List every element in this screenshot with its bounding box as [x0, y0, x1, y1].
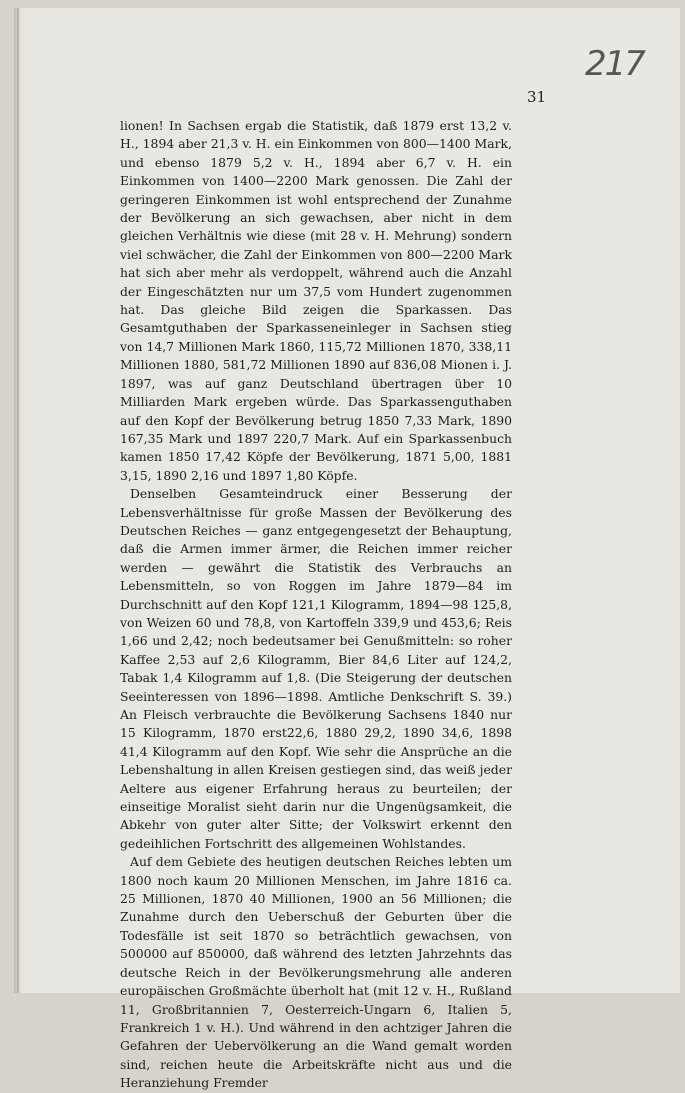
handwritten-annotation: 217	[585, 44, 644, 84]
page-binding	[14, 8, 24, 993]
paragraph-2: Denselben Gesamteindruck einer Besserung der Lebensverhältnisse für große Massen der Bevölkerung des Deutschen Reiches — ganz entgegengesetzt der Behauptung, daß die Armen immer ärmer, die Reichen immer reicher werden — gewährt die Statistik des Verbrauchs an Lebensmitteln, so von Roggen im Jahre 1879—84 im Durchschnitt auf den Kopf 121,1 Kilogramm, 1894—98 125,8, von Weizen 60 und 78,8, von Kartoffeln 339,9 und 453,6; Reis 1,66 und 2,42; noch bedeutsamer bei Genußmitteln: so roher Kaffee 2,53 auf 2,6 Kilogramm, Bier 84,6 Liter auf 124,2, Tabak 1,4 Kilogramm auf 1,8. (Die Steigerung der deutschen Seeinteressen von 1896—1898. Amtliche Denkschrift S. 39.) An Fleisch verbrauchte die Bevölkerung Sachsens 1840 nur 15 Kilogramm, 1870 erst22,6, 1880 29,2, 1890 34,6, 1898 41,4 Kilogramm auf den Kopf. Wie sehr die Ansprüche an die Lebenshaltung in allen Kreisen gestiegen sind, das weiß jeder Aeltere aus eigener Erfahrung heraus zu beurteilen; der einseitige Moralist sieht darin nur die Ungenügsamkeit, die Abkehr von guter alter Sitte; der Volkswirt erkennt den gedeihlichen Fortschritt des allgemeinen Wohlstandes.	[120, 486, 512, 851]
body-text	[120, 117, 512, 1093]
page-number: 31	[527, 88, 547, 106]
paragraph-1: lionen! In Sachsen ergab die Statistik, daß 1879 erst 13,2 v. H., 1894 aber 21,3 v. H. ein Einkommen von 800—1400 Mark, und ebenso 1879 5,2 v. H., 1894 aber 6,7 v. H. ein Einkommen von 1400—2200 Mark genossen. Die Zahl der geringeren Einkommen ist wohl entsprechend der Zunahme der Bevölkerung an sich gewachsen, aber nicht in dem gleichen Verhältnis wie diese (mit 28 v. H. Mehrung) sondern viel schwächer, die Zahl der Einkommen von 800—2200 Mark hat sich aber mehr als verdoppelt, während auch die Anzahl der Eingeschätzten nur um 37,5 vom Hundert zugenommen hat. Das gleiche Bild zeigen die Sparkassen. Das Gesamtguthaben der Sparkasseneinleger in Sachsen stieg von 14,7 Millionen Mark 1860, 115,72 Millionen 1870, 338,11 Millionen 1880, 581,72 Millionen 1890 auf 836,08 Mionen i. J. 1897, was auf ganz Deutschland übertragen über 10 Milliarden Mark ergeben würde. Das Sparkassenguthaben auf den Kopf der Bevölkerung betrug 1850 7,33 Mark, 1890 167,35 Mark und 1897 220,7 Mark. Auf ein Sparkassenbuch kamen 1850 17,42 Köpfe der Bevölkerung, 1871 5,00, 1881 3,15, 1890 2,16 und 1897 1,80 Köpfe.	[120, 118, 512, 483]
paragraph-3: Auf dem Gebiete des heutigen deutschen Reiches lebten um 1800 noch kaum 20 Millionen Menschen, im Jahre 1816 ca. 25 Millionen, 1870 40 Millionen, 1900 an 56 Millionen; die Zunahme durch den Ueberschuß der Geburten über die Todesfälle ist seit 1870 so beträchtlich gewachsen, von 500000 auf 850000, daß während des letzten Jahrzehnts das deutsche Reich in der Bevölkerungsmehrung alle anderen europäischen Großmächte überholt hat (mit 12 v. H., Rußland 11, Großbritannien 7, Oesterreich-Ungarn 6, Italien 5, Frankreich 1 v. H.). Und während in den achtziger Jahren die Gefahren der Uebervölkerung an die Wand gemalt worden sind, reichen heute die Arbeitskräfte nicht aus und die Heranziehung Fremder	[120, 854, 512, 1091]
page-fold	[17, 8, 19, 993]
